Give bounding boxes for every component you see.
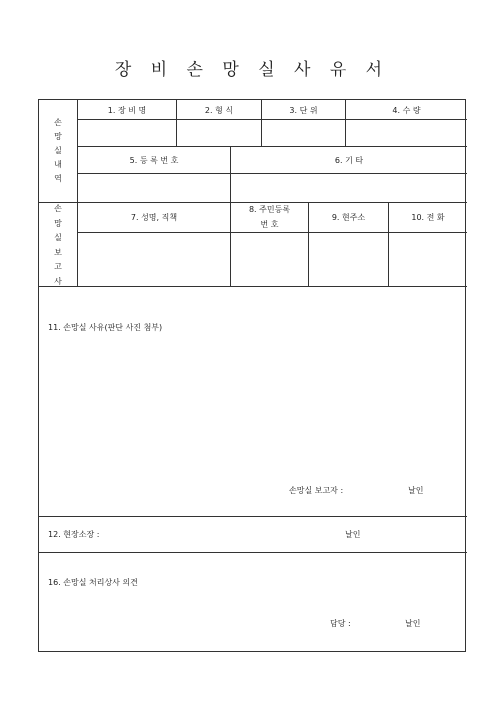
section-a-char: 내: [54, 160, 62, 169]
header-registration-number: 5. 등 록 번 호: [129, 156, 179, 165]
section-a-char: 실: [54, 146, 62, 155]
supervisor-opinion-label: 16. 손망실 처리상사 의견: [48, 578, 138, 587]
section-b-char: 보: [54, 247, 62, 257]
rule-h2: [78, 146, 467, 147]
site-manager-label: 12. 현장소장 :: [48, 530, 100, 539]
header-unit: 3. 단 위: [289, 106, 318, 115]
header-resident-id: [231, 202, 308, 232]
rule-h8: [39, 552, 467, 553]
header-phone: 10. 전 화: [411, 213, 445, 222]
rule-h1: [78, 119, 467, 120]
rule-h5: [78, 232, 467, 233]
section-b-char: 고: [54, 262, 62, 271]
header-resident-id-line2: 번 호: [260, 220, 279, 229]
rule-h3: [78, 173, 467, 174]
section-b-char: 손: [54, 204, 62, 213]
section-b-char: 사: [54, 276, 62, 286]
header-address: 9. 현주소: [331, 213, 366, 222]
loss-reason-label: 11. 손망실 사유(판단 사진 첨부): [48, 323, 163, 332]
section-a-char: 망: [54, 132, 62, 141]
reporter-signature-label: 손망실 보고자 :: [289, 486, 344, 495]
charge-seal: 날인: [405, 619, 421, 628]
section-a-char: 역: [54, 174, 62, 183]
section-b-char: 실: [54, 233, 62, 242]
header-equipment-name: 1. 장 비 명: [107, 106, 147, 115]
rule-h7: [39, 516, 467, 517]
charge-label: 담당 :: [330, 619, 351, 628]
section-label-reporter: [51, 202, 65, 289]
document-title: 장 비 손 망 실 사 유 서: [114, 60, 390, 80]
reporter-seal: 날인: [408, 486, 424, 495]
section-b-char: 망: [54, 218, 62, 228]
rule-h6: [39, 286, 467, 287]
header-other: 6. 기 타: [334, 156, 364, 165]
site-manager-seal: 날인: [345, 530, 361, 539]
report-form: [38, 99, 466, 652]
rule-v-label: [77, 100, 78, 286]
header-name-position: 7. 성명, 직책: [130, 213, 178, 222]
header-resident-id-line1: 8. 주민등록: [248, 205, 291, 214]
section-a-char: 손: [54, 118, 62, 127]
section-label-loss-details: [51, 116, 65, 186]
header-type: 2. 형 식: [204, 106, 234, 115]
header-quantity: 4. 수 량: [392, 106, 421, 115]
